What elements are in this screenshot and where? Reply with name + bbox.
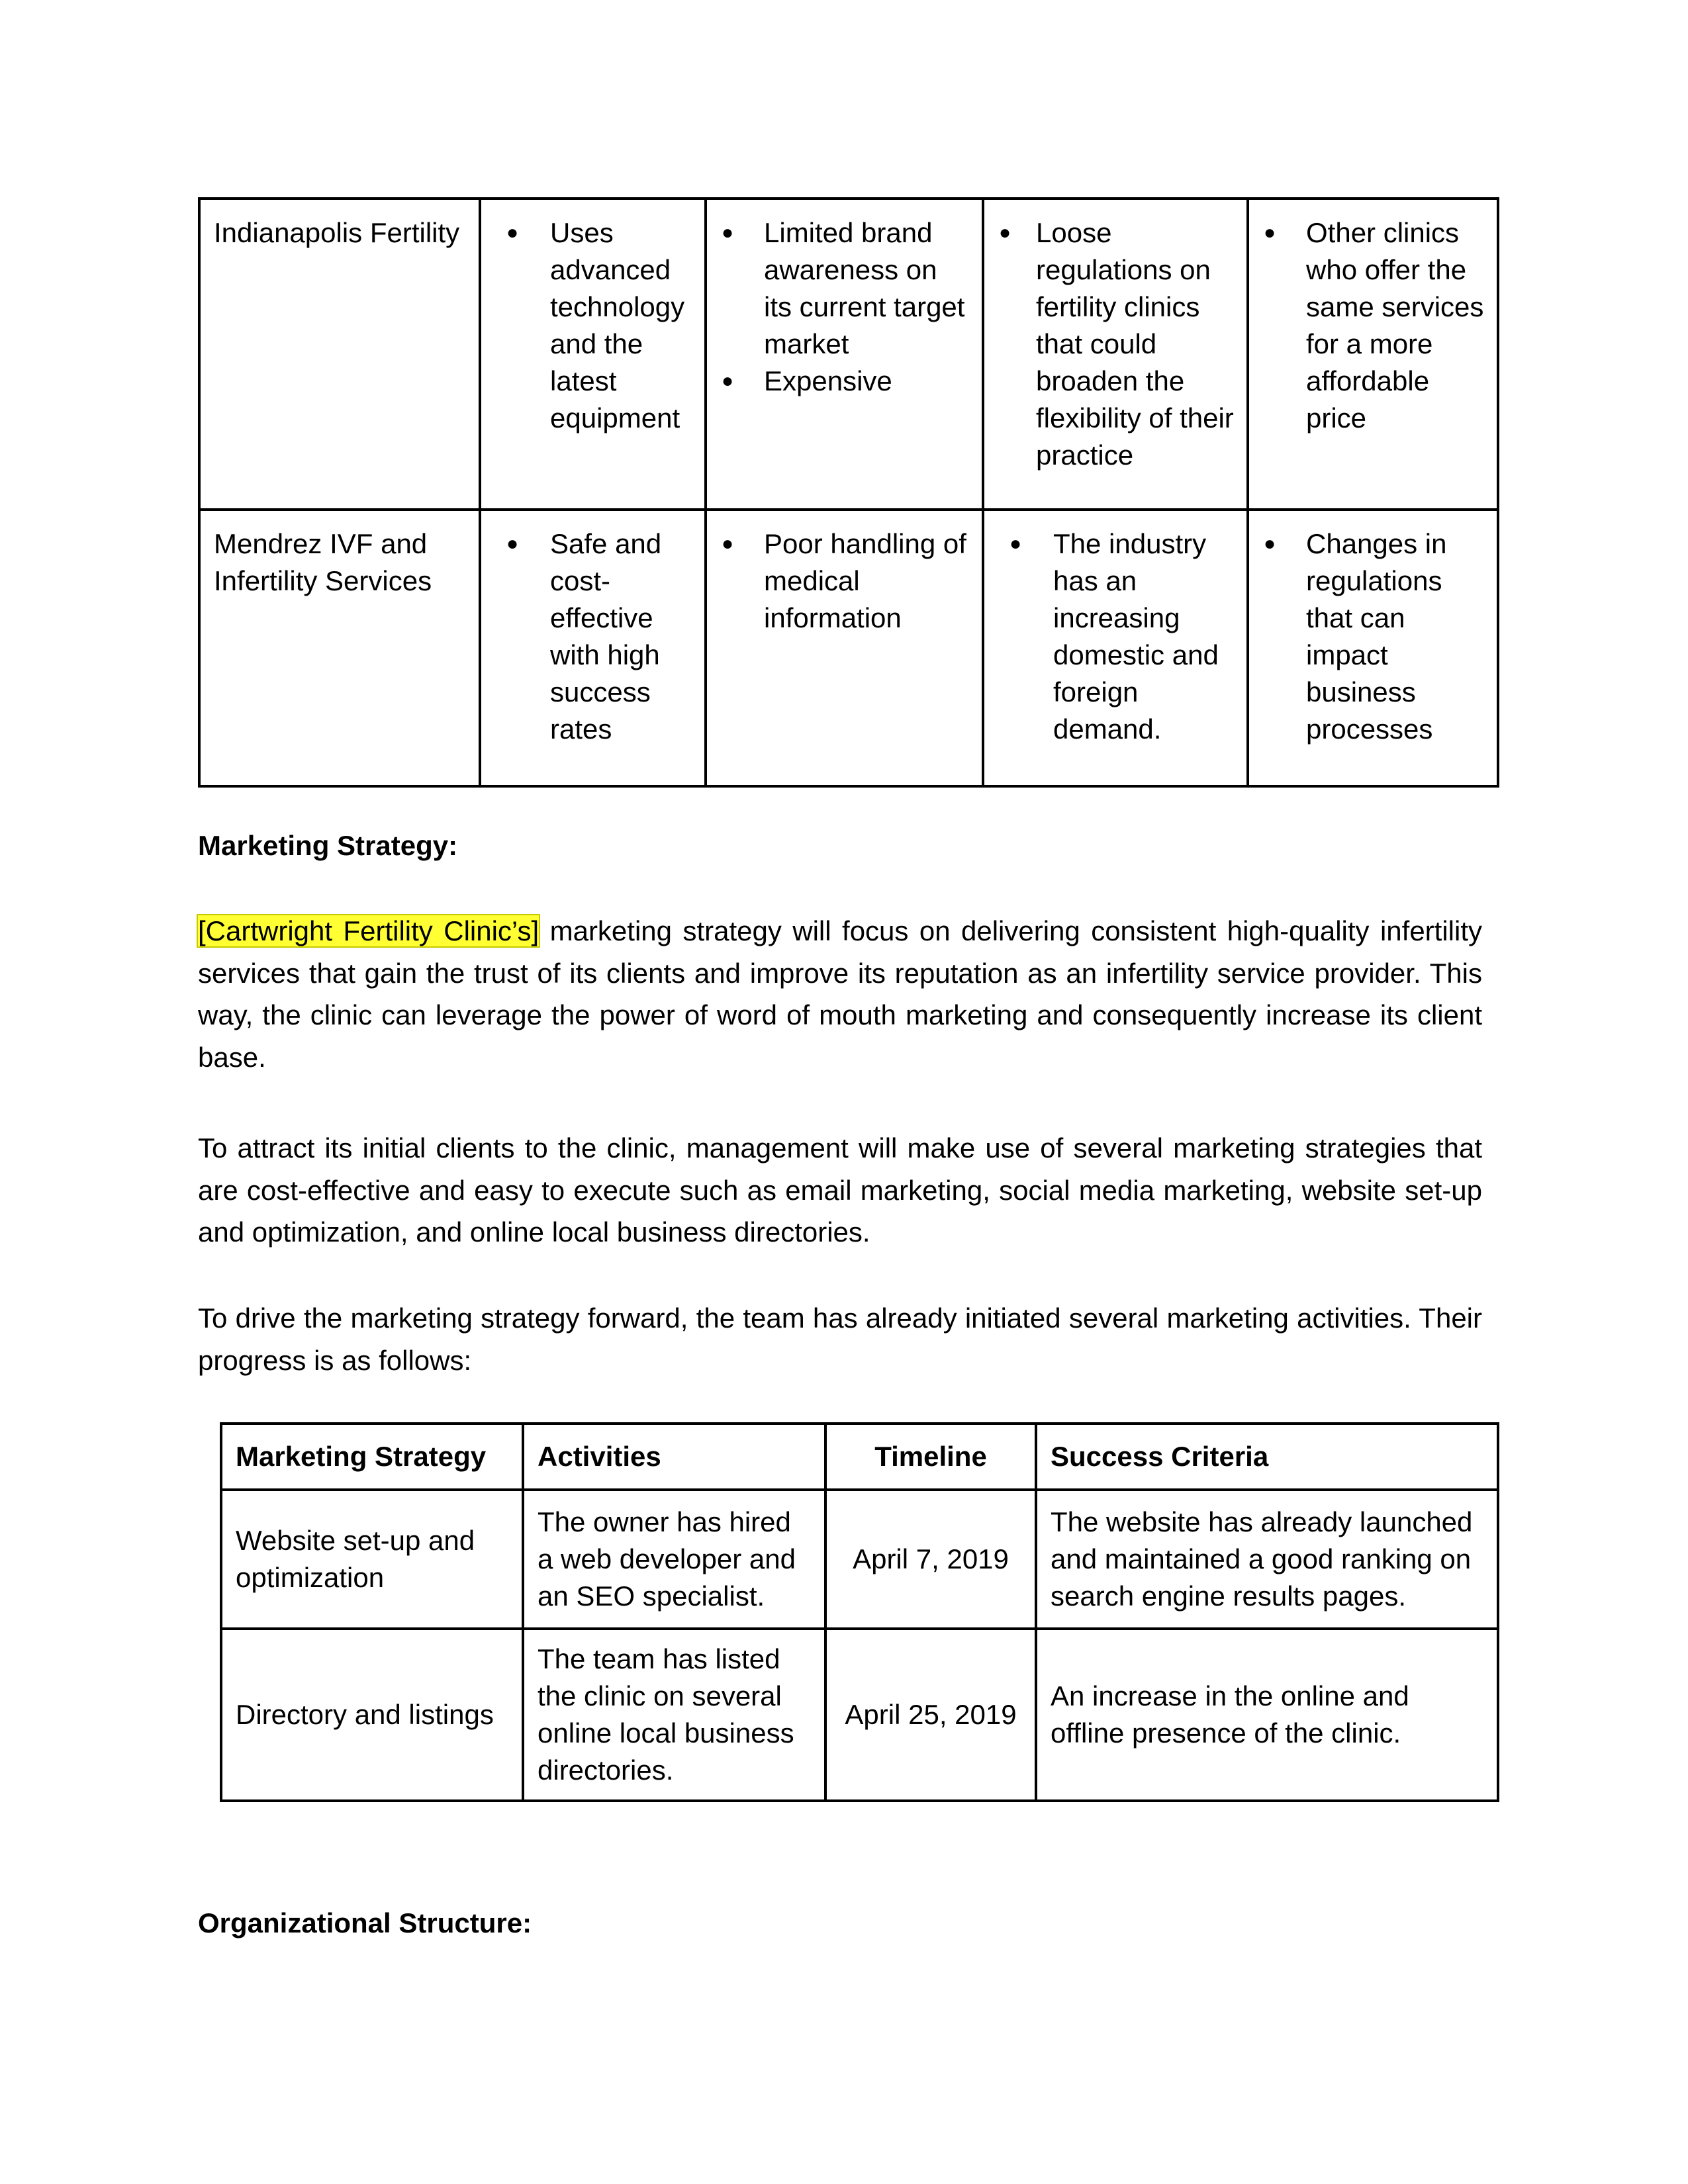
competitor-name: Indianapolis Fertility [199, 199, 480, 510]
table-row [199, 199, 1498, 510]
weaknesses-cell [706, 510, 983, 786]
column-header: Success Criteria [1036, 1424, 1498, 1490]
opportunities-cell [983, 199, 1248, 510]
table-header-row [221, 1424, 1498, 1490]
paragraph: To drive the marketing strategy forward, the team has already initiated several marketing activities. Their progress is as follows: [198, 1302, 1482, 1376]
timeline-cell: April 25, 2019 [825, 1629, 1036, 1801]
timeline-cell: April 7, 2019 [825, 1490, 1036, 1629]
list-item: ● The industry has an increasing domestic and foreign demand. [998, 525, 1235, 748]
column-header: Timeline [825, 1424, 1036, 1490]
highlighted-text: [Cartwright Fertility Clinic’s] [198, 915, 539, 946]
criteria-cell: The website has already launched and maintained a good ranking on search engine results pages. [1036, 1490, 1498, 1629]
weaknesses-cell [706, 199, 983, 510]
list-item: ● Other clinics who offer the same services for a more affordable price [1262, 214, 1485, 437]
strengths-cell [480, 199, 706, 510]
competitor-name: Mendrez IVF and Infertility Services [199, 510, 480, 786]
marketing-strategy-heading: Marketing Strategy: [198, 830, 458, 861]
strategy-cell: Website set-up and optimization [221, 1490, 523, 1629]
column-header: Marketing Strategy [221, 1424, 523, 1490]
paragraph: [Cartwright Fertility Clinic’s] marketing strategy will focus on delivering consistent high-quality infertility services that gain the trust of its clients and improve its reputation as an infertility service provider. This way, the clinic can leverage the power of word of mouth marketing and consequently increase its client base. [198, 915, 1482, 1073]
activities-cell: The owner has hired a web developer and an SEO specialist. [523, 1490, 825, 1629]
list-item: ● Loose regulations on fertility clinics that could broaden the flexibility of their practice [998, 214, 1235, 474]
list-item: ● Uses advanced technology and the latest equipment [494, 214, 692, 437]
list-item: ● Changes in regulations that can impact business processes [1262, 525, 1485, 748]
criteria-cell: An increase in the online and offline presence of the clinic. [1036, 1629, 1498, 1801]
organizational-structure-heading: Organizational Structure: [198, 1907, 532, 1938]
marketing-progress-table [220, 1422, 1499, 1802]
column-header: Activities [523, 1424, 825, 1490]
strategy-cell: Directory and listings [221, 1629, 523, 1801]
list-item: ● Limited brand awareness on its current target market [720, 214, 970, 363]
threats-cell [1248, 199, 1498, 510]
competitor-swot-table [198, 197, 1499, 788]
table-row [221, 1629, 1498, 1801]
paragraph: To attract its initial clients to the clinic, management will make use of several marketing strategies that are cost-effective and easy to execute such as email marketing, social media marketing, website set-up and optimization, and online local business directories. [198, 1132, 1482, 1248]
table-row [199, 510, 1498, 786]
list-item: ● Poor handling of medical information [720, 525, 970, 637]
list-item: ● Safe and cost-effective with high success rates [494, 525, 692, 748]
threats-cell [1248, 510, 1498, 786]
strengths-cell [480, 510, 706, 786]
list-item: ● Expensive [720, 363, 970, 400]
opportunities-cell [983, 510, 1248, 786]
table-row [221, 1490, 1498, 1629]
activities-cell: The team has listed the clinic on several online local business directories. [523, 1629, 825, 1801]
